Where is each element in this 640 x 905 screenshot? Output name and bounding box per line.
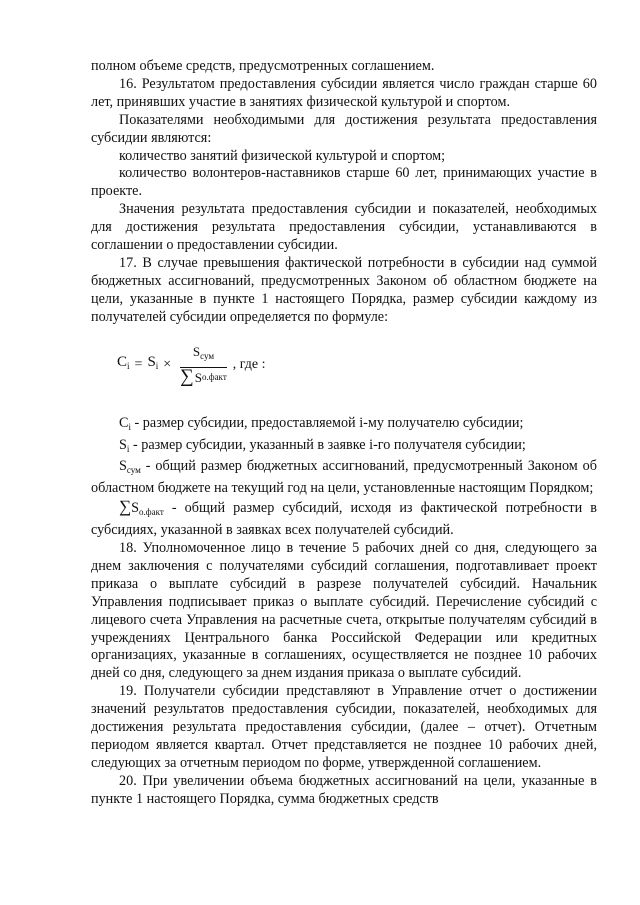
definition-ci: $C_i$ - размер субсидии, предоставляемой i-му получателю субсидии; bbox=[119, 414, 524, 432]
paragraph-16: 16. Результатом предоставления субсидии является число граждан старше 60 лет, принявших участие в занятиях физической культурой и спортом. bbox=[91, 75, 597, 110]
definition-ssum: $S_{сум}$ - общий размер бюджетных ассигнований, предусмотренный Законом об областном бюджете на текущий год на цели, установленные настоящим Порядком; bbox=[91, 458, 597, 497]
indicator-item-1: количество занятий физической культурой и спортом; bbox=[119, 147, 446, 164]
formula-equals: = bbox=[134, 356, 143, 372]
formula-lhs: $C_i$ bbox=[117, 353, 130, 371]
paragraph-20: 20. При увеличении объема бюджетных ассигнований на цели, указанные в пункте 1 настоящего Порядка, сумма бюджетных средств bbox=[91, 772, 597, 807]
paragraph-17: 17. В случае превышения фактической потребности в субсидии над суммой бюджетных ассигнований, предусмотренных Законом об областном бюджете на цели, указанные в пункте 1 настоящего Порядка, размер субсидии каждому из получателей субсидии определяется по формуле: bbox=[91, 254, 597, 325]
formula-numerator: $S_{сум}$ bbox=[192, 343, 215, 361]
subsidy-formula bbox=[117, 343, 266, 387]
paragraph-values: Значения результата предоставления субсидии и показателей, необходимых для достижения результата предоставления субсидии, устанавливаются в соглашении о предоставлении субсидии. bbox=[91, 201, 597, 254]
paragraph-18: 18. Уполномоченное лицо в течение 5 рабочих дней со дня, следующего за днем заключения с получателями субсидий соглашения, подготавливает проект приказа о выплате субсидий в разрезе получателей субсидий. Начальник Управления подписывает приказ о выплате субсидий. Перечисление субсидий с лицевого счета Управления на расчетные счета, открытые получателям субсидий в учреждениях Центрального банка Российской Федерации или кредитных организациях, указанные в соглашениях, осуществляется не позднее 10 рабочих дней со дня, следующего за днем издания приказа о выплате субсидий. bbox=[91, 540, 597, 682]
indicator-item-2: количество волонтеров-наставников старше 60 лет, принимающих участие в проекте. bbox=[91, 165, 597, 200]
definition-sfact: $\sum S_{о.факт}$ - общий размер субсидий, исходя из фактической потребности в субсидиях, указанной в заявках всех получателей субсидий. bbox=[91, 497, 597, 539]
formula-fraction bbox=[180, 343, 227, 387]
formula-denominator: ∑ S о.факт bbox=[180, 366, 227, 388]
sum-sign-icon: ∑ bbox=[119, 497, 132, 517]
formula-tail: , где : bbox=[232, 356, 266, 372]
paragraph-indicators: Показателями необходимыми для достижения результата предоставления субсидии являются: bbox=[91, 111, 597, 146]
paragraph-19: 19. Получатели субсидии представляют в Управление отчет о достижении значений результатов предоставления субсидии, показателей, необходимых для достижения результата предоставления субсидии, (далее – отчет). Отчетным периодом является квартал. Отчет представляется не позднее 10 рабочих дней, следующих за отчетным периодом по форме, утвержденной соглашением. bbox=[91, 683, 597, 771]
sum-sign-icon: ∑ bbox=[180, 366, 194, 388]
document-page bbox=[91, 58, 597, 809]
formula-si: $S_i$ bbox=[147, 353, 159, 371]
formula-times: × bbox=[163, 356, 172, 372]
paragraph-continuation: полном объеме средств, предусмотренных соглашением. bbox=[91, 58, 435, 74]
definition-si: $S_i$ - размер субсидии, указанный в заявке i-го получателя субсидии; bbox=[119, 436, 526, 454]
formula-block bbox=[91, 331, 597, 409]
